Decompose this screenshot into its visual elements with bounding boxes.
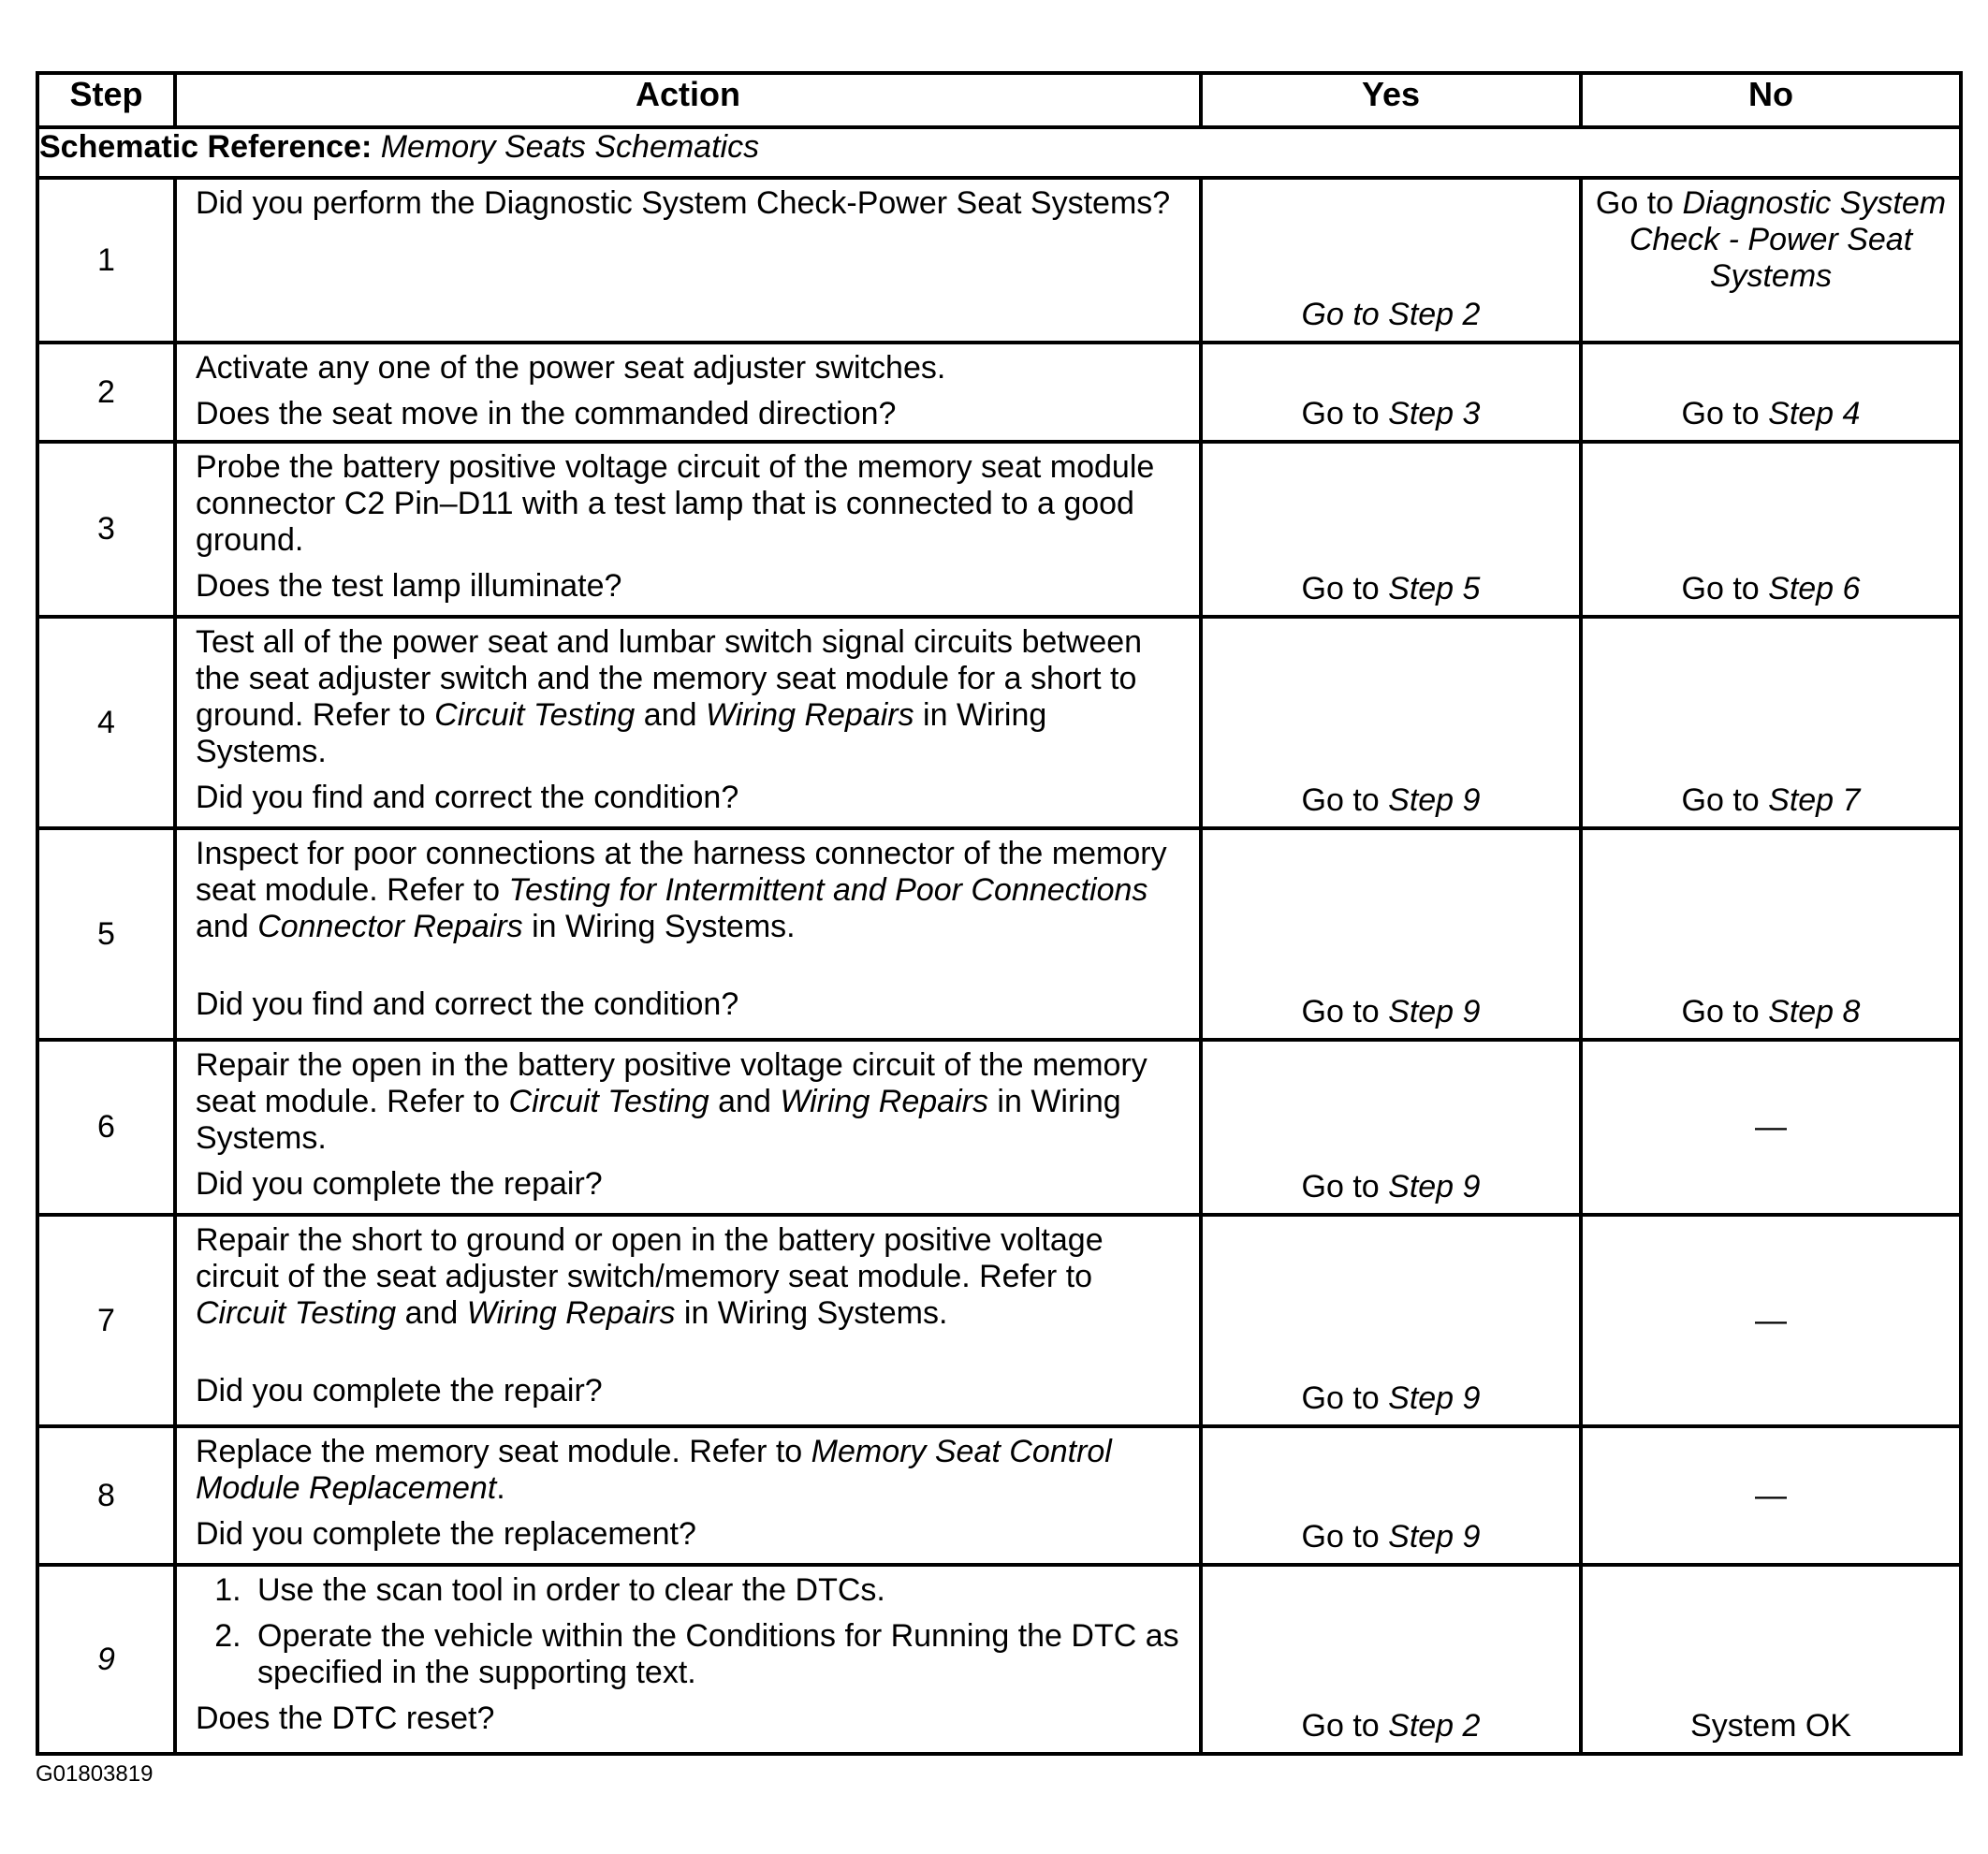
- step-number: 1: [37, 178, 175, 343]
- no-result-part: Step 7: [1768, 782, 1861, 818]
- action-text-part: and: [396, 1295, 467, 1331]
- yes-result: [1201, 1426, 1581, 1565]
- table-row: [37, 1215, 1961, 1426]
- action-text-part: Repair the short to ground or open in the battery positive voltage circuit of the seat adjuster switch/memory seat module. Refer to: [196, 1222, 1104, 1294]
- no-result: [1581, 1040, 1961, 1215]
- step-number: 6: [37, 1040, 175, 1215]
- action-text-part: Repair the open in the battery positive voltage circuit of the memory seat module. Refer to: [196, 1047, 1147, 1119]
- action-text: [196, 836, 1186, 945]
- yes-result: [1201, 1215, 1581, 1426]
- action-cell: [175, 1215, 1201, 1426]
- yes-result-part: Step 5: [1388, 571, 1481, 606]
- action-text-part: Did you perform the Diagnostic System Check-Power Seat Systems?: [196, 185, 1171, 221]
- yes-result-part: Step 9: [1388, 1169, 1481, 1204]
- schematic-value: Memory Seats Schematics: [380, 129, 760, 165]
- yes-result-part: Go to Step 2: [1301, 297, 1481, 332]
- yes-result-part: Step 3: [1388, 396, 1481, 431]
- no-result: [1581, 178, 1961, 343]
- action-reference: Circuit Testing: [508, 1084, 709, 1119]
- action-question: Did you find and correct the condition?: [196, 986, 739, 1022]
- yes-result: [1201, 828, 1581, 1040]
- step-number: 3: [37, 442, 175, 617]
- header-action: Action: [175, 73, 1201, 127]
- action-question: Did you complete the repair?: [196, 1166, 603, 1202]
- action-cell: [175, 1040, 1201, 1215]
- yes-result: [1201, 617, 1581, 828]
- no-result: [1581, 828, 1961, 1040]
- action-text-part: and: [709, 1084, 781, 1119]
- action-reference: Connector Repairs: [257, 909, 523, 944]
- table-row: [37, 442, 1961, 617]
- no-result: [1581, 617, 1961, 828]
- no-result-part: System OK: [1690, 1708, 1851, 1744]
- diagnostic-table: [36, 71, 1963, 1756]
- action-cell: [175, 1426, 1201, 1565]
- action-text-part: Replace the memory seat module. Refer to: [196, 1434, 811, 1469]
- no-result: [1581, 1565, 1961, 1754]
- header-step: Step: [37, 73, 175, 127]
- action-cell: [175, 442, 1201, 617]
- no-result-part: —: [1755, 1109, 1787, 1145]
- table-row: [37, 343, 1961, 442]
- no-result-part: Step 6: [1768, 571, 1861, 606]
- action-question: Did you complete the replacement?: [196, 1516, 696, 1552]
- yes-result: [1201, 343, 1581, 442]
- action-reference: Memory Seat Control Module Replacement: [196, 1434, 1112, 1506]
- action-cell: [175, 178, 1201, 343]
- yes-result-part: Go to: [1301, 1380, 1389, 1416]
- yes-result-part: Go to: [1301, 396, 1389, 431]
- action-text-part: Inspect for poor connections at the harness connector of the memory seat module. Refer to: [196, 836, 1167, 908]
- action-list-item: 1. Use the scan tool in order to clear the DTCs.: [250, 1572, 1186, 1609]
- action-cell: [175, 828, 1201, 1040]
- no-result-part: Go to: [1595, 185, 1683, 221]
- action-list-item: 2. Operate the vehicle within the Conditions for Running the DTC as specified in the supporting text.: [250, 1618, 1186, 1691]
- step-number: 7: [37, 1215, 175, 1426]
- no-result-part: Step 8: [1768, 994, 1861, 1029]
- action-text: [196, 449, 1186, 559]
- action-text-part: Test all of the power seat and lumbar switch signal circuits between the seat adjuster switch and the memory seat module for a short to ground. Refer to: [196, 624, 1143, 733]
- action-cell: [175, 1565, 1201, 1754]
- action-text-part: in Wiring Systems.: [675, 1295, 948, 1331]
- action-text: [196, 1222, 1186, 1332]
- no-result: [1581, 442, 1961, 617]
- action-text-part: in Wiring Systems.: [522, 909, 796, 944]
- figure-id: G01803819: [36, 1761, 153, 1787]
- table-row: [37, 1426, 1961, 1565]
- no-result: [1581, 1426, 1961, 1565]
- action-cell: [175, 343, 1201, 442]
- action-text: [196, 350, 1186, 387]
- table-row: [37, 178, 1961, 343]
- header-no: No: [1581, 73, 1961, 127]
- yes-result-part: Go to: [1301, 1708, 1389, 1744]
- action-question: Does the DTC reset?: [196, 1701, 495, 1736]
- table-row: [37, 1565, 1961, 1754]
- yes-result-part: Step 9: [1388, 1519, 1481, 1555]
- action-text: [196, 1434, 1186, 1507]
- step-number: 5: [37, 828, 175, 1040]
- action-reference: Circuit Testing: [196, 1295, 397, 1331]
- step-number: 8: [37, 1426, 175, 1565]
- table-row: [37, 828, 1961, 1040]
- action-text: [196, 624, 1186, 770]
- yes-result-part: Step 9: [1388, 782, 1481, 818]
- no-result-part: Step 4: [1768, 396, 1861, 431]
- step-number: 4: [37, 617, 175, 828]
- schematic-label: Schematic Reference:: [39, 129, 373, 165]
- action-question: Did you find and correct the condition?: [196, 780, 739, 815]
- action-text-part: and: [196, 909, 258, 944]
- action-text-part: Activate any one of the power seat adjuster switches.: [196, 350, 946, 386]
- no-result-part: Go to: [1681, 782, 1769, 818]
- yes-result-part: Step 9: [1388, 994, 1481, 1029]
- action-text-part: Probe the battery positive voltage circuit of the memory seat module connector C2 Pin–D11 with a test lamp that is connected to a good ground.: [196, 449, 1155, 558]
- action-list: [196, 1572, 1186, 1691]
- yes-result-part: Step 2: [1388, 1708, 1481, 1744]
- action-reference: Wiring Repairs: [705, 697, 914, 733]
- yes-result-part: Go to: [1301, 994, 1389, 1029]
- action-reference: Wiring Repairs: [780, 1084, 988, 1119]
- yes-result-part: Step 9: [1388, 1380, 1481, 1416]
- action-text-part: and: [635, 697, 706, 733]
- no-result-part: —: [1755, 1302, 1787, 1338]
- no-result-part: Diagnostic System Check - Power Seat Systems: [1629, 185, 1947, 294]
- schematic-reference-row: [37, 127, 1961, 178]
- yes-result: [1201, 1565, 1581, 1754]
- schematic-reference: [37, 127, 1961, 178]
- no-result-part: —: [1755, 1477, 1787, 1513]
- step-number: 2: [37, 343, 175, 442]
- action-question: Did you complete the repair?: [196, 1373, 603, 1409]
- action-text-part: .: [496, 1470, 505, 1506]
- no-result: [1581, 343, 1961, 442]
- no-result-part: Go to: [1681, 994, 1769, 1029]
- action-text-part: in Wiring Systems.: [196, 1084, 1121, 1156]
- yes-result-part: Go to: [1301, 1519, 1389, 1555]
- header-row: [37, 73, 1961, 127]
- action-text: [196, 185, 1186, 222]
- action-question: Does the test lamp illuminate?: [196, 568, 622, 604]
- table-row: [37, 617, 1961, 828]
- yes-result-part: Go to: [1301, 782, 1389, 818]
- step-number: 9: [37, 1565, 175, 1754]
- yes-result: [1201, 442, 1581, 617]
- table-row: [37, 1040, 1961, 1215]
- no-result: [1581, 1215, 1961, 1426]
- action-question: Does the seat move in the commanded direction?: [196, 396, 897, 431]
- action-reference: Wiring Repairs: [466, 1295, 676, 1331]
- no-result-part: Go to: [1681, 396, 1769, 431]
- yes-result: [1201, 178, 1581, 343]
- yes-result-part: Go to: [1301, 571, 1389, 606]
- header-yes: Yes: [1201, 73, 1581, 127]
- no-result-part: Go to: [1681, 571, 1769, 606]
- action-cell: [175, 617, 1201, 828]
- yes-result-part: Go to: [1301, 1169, 1389, 1204]
- action-text: [196, 1047, 1186, 1157]
- action-reference: Circuit Testing: [434, 697, 636, 733]
- yes-result: [1201, 1040, 1581, 1215]
- action-text-part: in Wiring Systems.: [196, 697, 1047, 769]
- action-reference: Testing for Intermittent and Poor Connections: [508, 872, 1148, 908]
